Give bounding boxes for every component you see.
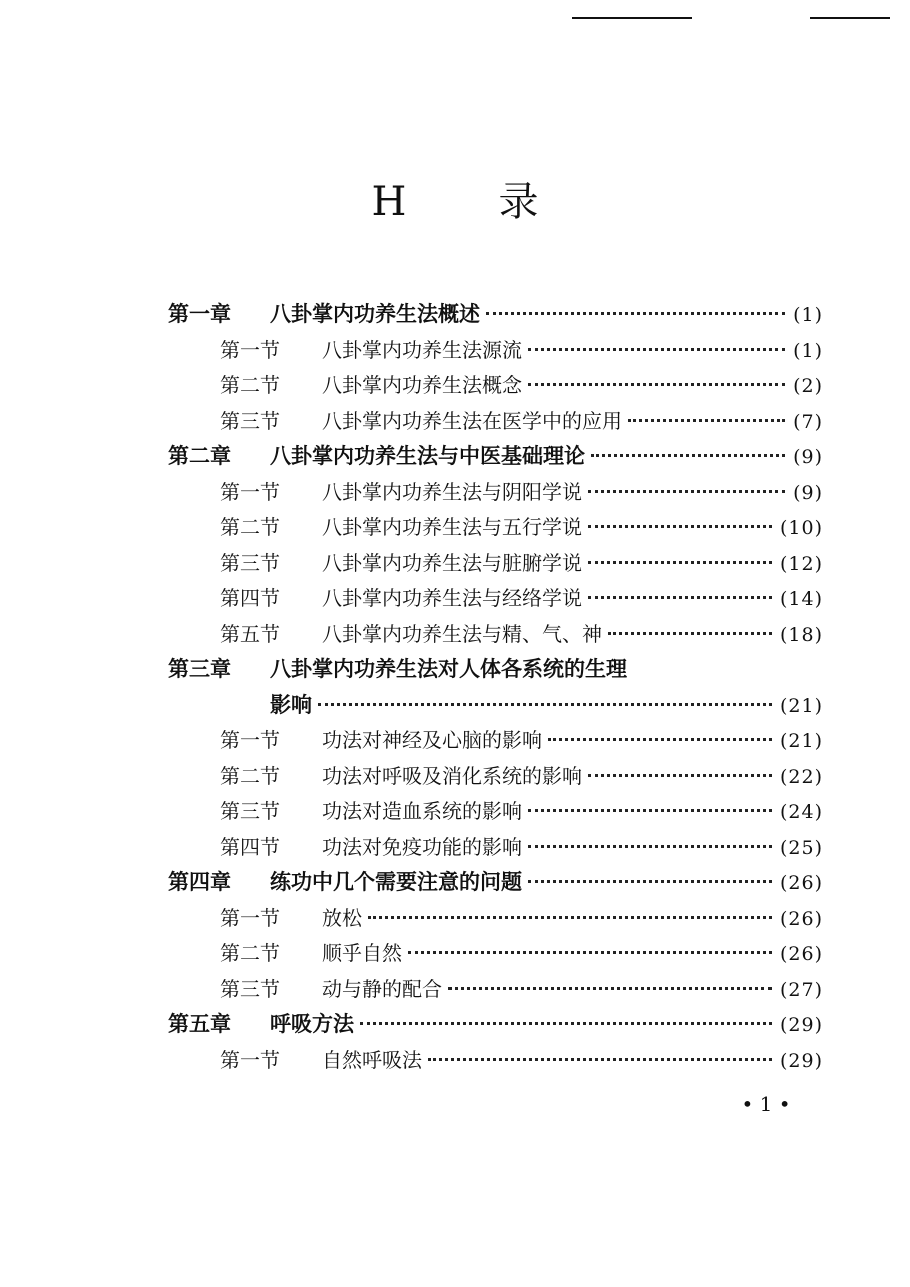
toc-entry-number: 第一节 bbox=[220, 480, 280, 504]
toc-entry-title: 八卦掌内功养生法与经络学说 bbox=[322, 586, 582, 610]
toc-section-entry bbox=[220, 971, 823, 1007]
toc-dot-leader bbox=[628, 419, 785, 422]
toc-entry-title: 八卦掌内功养生法与脏腑学说 bbox=[322, 551, 582, 575]
toc-entry-title: 八卦掌内功养生法在医学中的应用 bbox=[322, 409, 622, 433]
toc-entry-number: 第一节 bbox=[220, 1048, 280, 1072]
toc-entry-number: 第三节 bbox=[220, 551, 280, 575]
toc-entry-number: 第一节 bbox=[220, 906, 280, 930]
toc-entry-title: 功法对造血系统的影响 bbox=[322, 799, 522, 823]
toc-dot-leader bbox=[408, 951, 772, 954]
toc-chapter-entry bbox=[168, 296, 823, 332]
toc-dot-leader bbox=[318, 703, 772, 706]
toc-page-number: (14) bbox=[779, 588, 823, 610]
toc-entry-title: 八卦掌内功养生法与阴阳学说 bbox=[322, 480, 582, 504]
toc-section-entry bbox=[220, 616, 823, 652]
toc-entry-number: 第二节 bbox=[220, 373, 280, 397]
top-rule-right bbox=[810, 17, 890, 19]
toc-dot-leader bbox=[548, 738, 772, 741]
toc-section-entry bbox=[220, 545, 823, 581]
toc-section-entry bbox=[220, 722, 823, 758]
toc-entry-number: 第二章 bbox=[168, 444, 231, 468]
toc-page-number: (29) bbox=[779, 1014, 823, 1036]
toc-entry-title: 八卦掌内功养生法与精、气、神 bbox=[322, 622, 602, 646]
toc-entry-number: 第一节 bbox=[220, 728, 280, 752]
toc-page-number: (9) bbox=[793, 446, 823, 468]
title-right-char: 录 bbox=[498, 179, 539, 225]
toc-entry-title: 顺乎自然 bbox=[322, 941, 402, 965]
toc-entry-title: 影响 bbox=[270, 693, 312, 717]
toc-page-number: (24) bbox=[779, 801, 823, 823]
toc-page-number: (12) bbox=[779, 553, 823, 575]
toc-section-entry bbox=[220, 935, 823, 971]
toc-page-number: (26) bbox=[779, 908, 823, 930]
toc-page-number: (26) bbox=[779, 872, 823, 894]
page-number: • 1 • bbox=[741, 1092, 791, 1116]
toc-section-entry bbox=[220, 367, 823, 403]
toc-section-entry bbox=[220, 332, 823, 368]
toc-entry-title: 动与静的配合 bbox=[322, 977, 442, 1001]
toc-entry-title: 呼吸方法 bbox=[270, 1012, 354, 1036]
toc-entry-title: 八卦掌内功养生法概述 bbox=[270, 302, 480, 326]
toc-dot-leader bbox=[591, 454, 785, 457]
toc-entry-title: 八卦掌内功养生法概念 bbox=[322, 373, 522, 397]
toc-entry-title: 功法对呼吸及消化系统的影响 bbox=[322, 764, 582, 788]
toc-chapter-entry bbox=[168, 651, 728, 687]
toc-entry-number: 第二节 bbox=[220, 515, 280, 539]
toc-dot-leader bbox=[588, 525, 772, 528]
toc-entry-number: 第四节 bbox=[220, 586, 280, 610]
toc-dot-leader bbox=[528, 383, 785, 386]
toc-page-number: (26) bbox=[779, 943, 823, 965]
toc-chapter-entry bbox=[270, 687, 823, 723]
toc-entry-title: 自然呼吸法 bbox=[322, 1048, 422, 1072]
toc-chapter-entry bbox=[168, 864, 823, 900]
toc-entry-number: 第二节 bbox=[220, 941, 280, 965]
toc-page-number: (10) bbox=[779, 517, 823, 539]
toc-dot-leader bbox=[360, 1022, 772, 1025]
toc-dot-leader bbox=[608, 632, 772, 635]
toc-entry-number: 第五章 bbox=[168, 1012, 231, 1036]
toc-page-number: (1) bbox=[793, 304, 823, 326]
toc-chapter-entry bbox=[168, 1006, 823, 1042]
toc-entry-number: 第三节 bbox=[220, 977, 280, 1001]
toc-dot-leader bbox=[368, 916, 772, 919]
toc-page-number: (7) bbox=[793, 411, 823, 433]
toc-dot-leader bbox=[528, 348, 785, 351]
toc-page-number: (9) bbox=[793, 482, 823, 504]
toc-entry-number: 第一节 bbox=[220, 338, 280, 362]
toc-dot-leader bbox=[588, 596, 772, 599]
toc-section-entry bbox=[220, 758, 823, 794]
toc-page-number: (27) bbox=[779, 979, 823, 1001]
toc-section-entry bbox=[220, 793, 823, 829]
toc-entry-title: 八卦掌内功养生法与五行学说 bbox=[322, 515, 582, 539]
top-rule-left bbox=[572, 17, 692, 19]
toc-page-number: (21) bbox=[779, 730, 823, 752]
toc-page-number: (1) bbox=[793, 340, 823, 362]
toc-section-entry bbox=[220, 580, 823, 616]
toc-dot-leader bbox=[588, 774, 772, 777]
toc-dot-leader bbox=[428, 1058, 772, 1061]
toc-entry-title: 八卦掌内功养生法对人体各系统的生理 bbox=[270, 657, 627, 681]
toc-dot-leader bbox=[486, 312, 785, 315]
toc-entry-number: 第四章 bbox=[168, 870, 231, 894]
toc-section-entry bbox=[220, 829, 823, 865]
toc-entry-title: 放松 bbox=[322, 906, 362, 930]
toc-entry-title: 八卦掌内功养生法与中医基础理论 bbox=[270, 444, 585, 468]
toc-entry-number: 第三节 bbox=[220, 409, 280, 433]
toc-entry-title: 功法对免疫功能的影响 bbox=[322, 835, 522, 859]
toc-entry-number: 第一章 bbox=[168, 302, 231, 326]
title-left-char: H bbox=[371, 179, 407, 225]
toc-page-number: (25) bbox=[779, 837, 823, 859]
toc-page-number: (29) bbox=[779, 1050, 823, 1072]
toc-dot-leader bbox=[588, 490, 785, 493]
toc-page-number: (18) bbox=[779, 624, 823, 646]
toc-page-number: (21) bbox=[779, 695, 823, 717]
toc-dot-leader bbox=[528, 809, 772, 812]
toc-section-entry bbox=[220, 403, 823, 439]
toc-page-number: (2) bbox=[793, 375, 823, 397]
toc-entry-number: 第三节 bbox=[220, 799, 280, 823]
toc-section-entry bbox=[220, 1042, 823, 1078]
toc-section-entry bbox=[220, 900, 823, 936]
toc-chapter-entry bbox=[168, 438, 823, 474]
toc-entry-title: 八卦掌内功养生法源流 bbox=[322, 338, 522, 362]
toc-dot-leader bbox=[528, 845, 772, 848]
toc-page-number: (22) bbox=[779, 766, 823, 788]
toc-entry-title: 练功中几个需要注意的问题 bbox=[270, 870, 522, 894]
toc-section-entry bbox=[220, 509, 823, 545]
toc-entry-title: 功法对神经及心脑的影响 bbox=[322, 728, 542, 752]
toc-entry-number: 第四节 bbox=[220, 835, 280, 859]
toc-dot-leader bbox=[528, 880, 772, 883]
toc-entry-number: 第二节 bbox=[220, 764, 280, 788]
toc-dot-leader bbox=[448, 987, 772, 990]
toc-section-entry bbox=[220, 474, 823, 510]
page-title bbox=[0, 178, 910, 226]
toc-entry-number: 第五节 bbox=[220, 622, 280, 646]
toc-dot-leader bbox=[588, 561, 772, 564]
toc-entry-number: 第三章 bbox=[168, 657, 231, 681]
